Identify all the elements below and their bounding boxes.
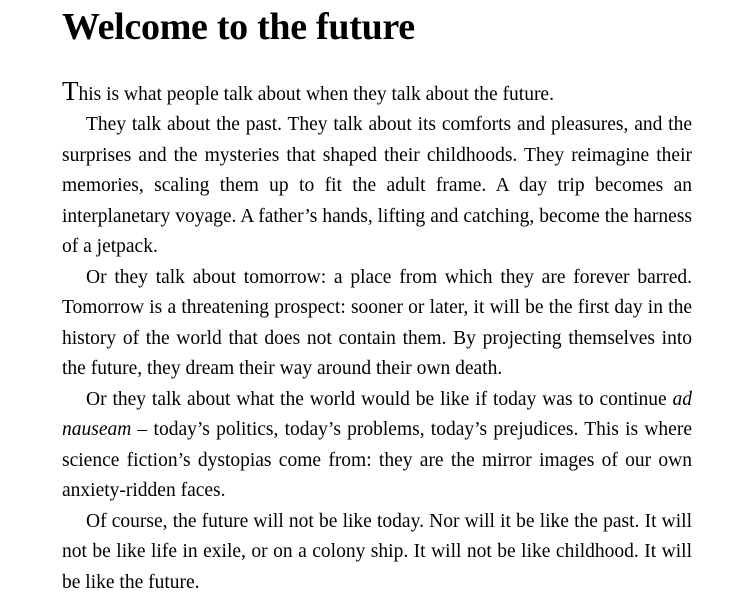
paragraph-ad-nauseam-after: – today’s politics, today’s problems, today’s prejudices. This is where science fiction’s dystopias come from: they are the mirror images of our own anxiety-ridden faces. <box>62 419 692 502</box>
document-body <box>62 75 692 598</box>
paragraph-ad-nauseam-before: Or they talk about what the world would be like if today was to continue <box>86 388 673 410</box>
paragraph-intro <box>62 75 692 111</box>
drop-cap: T <box>62 75 79 106</box>
paragraph-tomorrow <box>62 263 692 385</box>
paragraph-past: They talk about the past. They talk about its comforts and pleasures, and the surprises and the mysteries that shaped their childhoods. They reimagine their memories, scaling them up to fit the adult frame. A day trip becomes an interplanetary voyage. A father’s hands, lifting and catching, become the harness of a jetpack. <box>62 114 692 258</box>
paragraph-of-course: Of course, the future will not be like today. Nor will it be like the past. It will not be like life in exile, or on a colony ship. It will not be like childhood. It will be like the future. <box>62 510 692 593</box>
page-title: Welcome to the future <box>62 6 415 48</box>
paragraph-tomorrow-text: Or they talk about tomorrow: a place from which they are forever barred. Tomorrow is a threatening prospect: sooner or later, it will be the first day in the history of the world that does not contain them. By projecting themselves into the future, they dream their way around their own death. <box>62 266 692 380</box>
paragraph-ad-nauseam <box>62 385 692 507</box>
italic-phrase: ad nauseam <box>62 388 692 441</box>
paragraph-intro-text: his is what people talk about when they talk about the future. <box>78 83 554 105</box>
